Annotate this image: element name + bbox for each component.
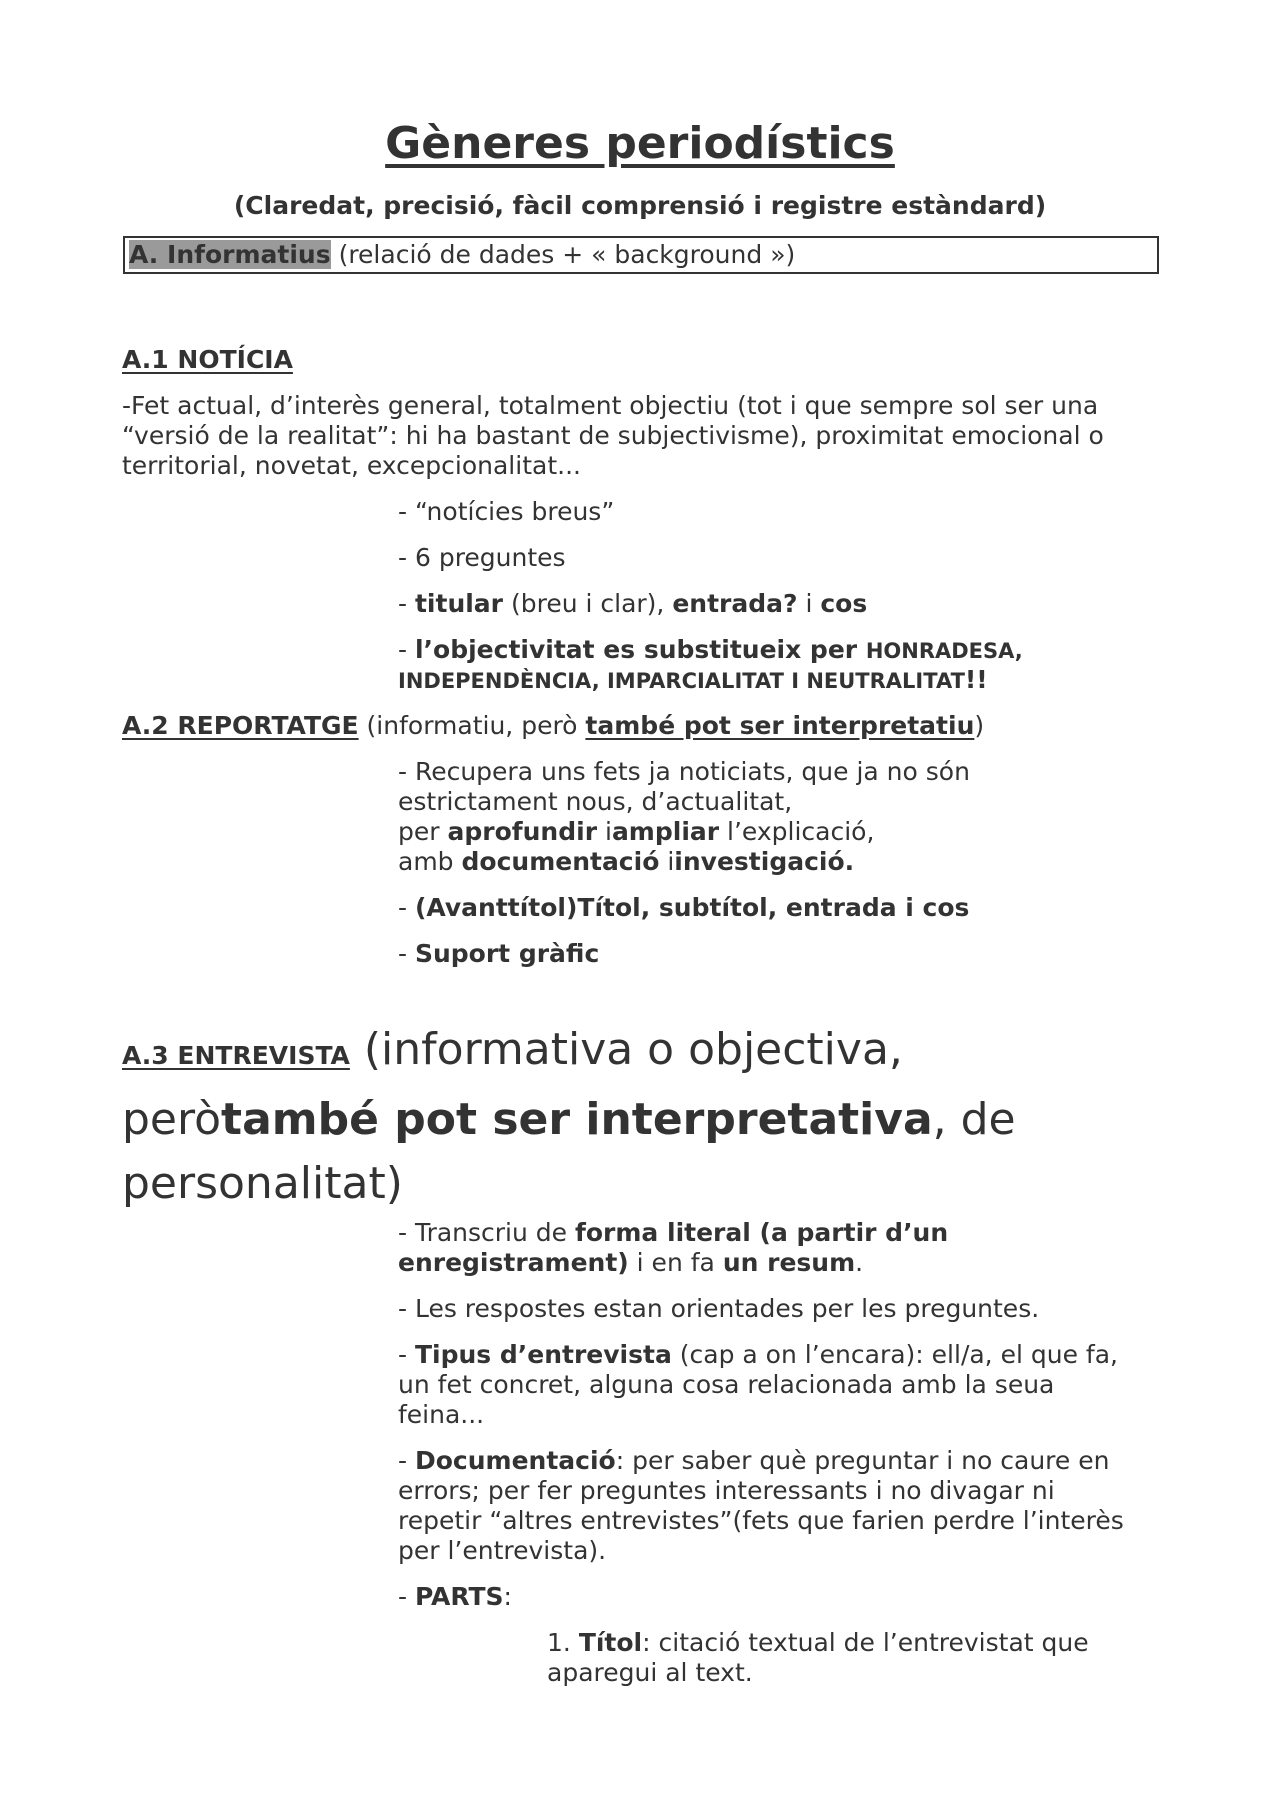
text: amb: [398, 847, 462, 876]
a3-p3-line-2: un fet concret, alguna cosa relacionada amb la seua: [398, 1370, 1055, 1399]
bold-text: PARTS: [414, 1582, 504, 1611]
a2-p3: [398, 939, 599, 969]
text: - Transcriu de: [398, 1218, 575, 1247]
a1-intro-line-3: territorial, novetat, excepcionalitat...: [122, 451, 581, 480]
smallcaps-text: HONRADESA,: [865, 639, 1023, 663]
text: l’objectivitat es substitueix per: [414, 635, 866, 664]
text: .: [855, 1248, 864, 1277]
a1-bullet-4-line-2: [398, 665, 988, 696]
text: i en fa: [628, 1248, 723, 1277]
investigacio-term: investigació.: [674, 847, 855, 876]
heading-a2: A.2 REPORTATGE: [122, 711, 359, 740]
heading-a1: A.1 NOTÍCIA: [122, 345, 293, 374]
text: per: [398, 817, 448, 846]
text: (breu i clar),: [503, 589, 673, 618]
text: i: [659, 847, 675, 876]
emphasis: també pot ser interpretatiu: [585, 711, 975, 740]
bold-text: Tipus d’entrevista: [414, 1340, 672, 1369]
a1-bullet-4-line-1: [398, 635, 1023, 666]
text: però: [122, 1094, 222, 1145]
a3-p5: [398, 1582, 512, 1612]
text: Suport gràfic: [414, 939, 600, 968]
a1-bullet-2: - 6 preguntes: [398, 543, 566, 572]
section-a-label: A. Informatius: [129, 240, 331, 269]
a3-p2: - Les respostes estan orientades per les preguntes.: [398, 1294, 1040, 1323]
text: : citació textual de l’entrevistat que: [642, 1628, 1089, 1657]
a2-p1-line-3: [398, 817, 874, 847]
list-number: 1.: [547, 1628, 579, 1657]
text: l’explicació,: [719, 817, 875, 846]
dash: -: [398, 893, 415, 922]
bold-text: Títol: [578, 1628, 643, 1657]
a3-p4-line-3: repetir “altres entrevistes”(fets que farien perdre l’interès: [398, 1506, 1124, 1535]
section-a-box: [123, 236, 1159, 274]
text: ): [974, 711, 985, 740]
heading-a2-line: [122, 711, 984, 741]
ampliar-term: ampliar: [611, 817, 720, 846]
text: i: [597, 817, 612, 846]
text: !!: [964, 665, 988, 694]
dash: -: [398, 1582, 415, 1611]
documentacio-term: documentació: [461, 847, 660, 876]
text: (cap a on l’encara): ell/a, el que fa,: [671, 1340, 1118, 1369]
a1-intro-line-2: “versió de la realitat”: hi ha bastant de subjectivisme), proximitat emocional o: [122, 421, 1104, 450]
a3-list-item-1-line-2: aparegui al text.: [547, 1658, 753, 1687]
text: (informatiu, però: [358, 711, 586, 740]
text: (Avanttítol)Títol, subtítol, entrada i cos: [414, 893, 970, 922]
page-title: Gèneres periodístics: [385, 118, 895, 169]
bold-text: Documentació: [414, 1446, 616, 1475]
emphasis: també pot ser interpretativa: [221, 1094, 933, 1145]
dash: -: [398, 1340, 415, 1369]
bold-text: un resum: [722, 1248, 856, 1277]
bold-text: forma literal (a partir d’un: [575, 1218, 949, 1247]
a3-p3-line-1: [398, 1340, 1118, 1370]
a1-bullet-3: [398, 589, 867, 619]
a3-p1-line-1: [398, 1218, 948, 1248]
entrada-term: entrada?: [672, 589, 798, 618]
titular-term: titular: [414, 589, 504, 618]
a3-p1-line-2: [398, 1248, 863, 1278]
smallcaps-text: INDEPENDÈNCIA, IMPARCIALITAT I NEUTRALITAT: [398, 669, 965, 693]
a1-bullet-1: - “notícies breus”: [398, 497, 615, 526]
dash: -: [398, 939, 415, 968]
heading-a3-block: [122, 1018, 1182, 1216]
text: , de: [932, 1094, 1016, 1145]
text: :: [503, 1582, 512, 1611]
text: (informativa o objectiva,: [349, 1024, 903, 1075]
a1-intro-line-1: -Fet actual, d’interès general, totalment objectiu (tot i que sempre sol ser una: [122, 391, 1099, 420]
a2-p1-line-1: - Recupera uns fets ja noticiats, que ja no són: [398, 757, 970, 786]
a3-p4-line-4: per l’entrevista).: [398, 1536, 607, 1565]
bold-text: enregistrament): [398, 1248, 629, 1277]
cos-term: cos: [820, 589, 868, 618]
a2-p1-line-4: [398, 847, 854, 877]
page-subtitle: (Claredat, precisió, fàcil comprensió i registre estàndard): [233, 191, 1047, 220]
a3-p3-line-3: feina...: [398, 1400, 485, 1429]
a2-p1-line-2: estrictament nous, d’actualitat,: [398, 787, 793, 816]
dash: -: [398, 589, 415, 618]
heading-a3: A.3 ENTREVISTA: [122, 1041, 350, 1070]
a3-p4-line-1: [398, 1446, 1109, 1476]
a3-list-item-1-line-1: [547, 1628, 1089, 1658]
a2-p2: [398, 893, 969, 923]
text: i: [797, 589, 821, 618]
aprofundir-term: aprofundir: [447, 817, 598, 846]
text: personalitat): [122, 1158, 403, 1209]
section-a-note: (relació de dades + « background »): [330, 240, 796, 269]
a3-p4-line-2: errors; per fer preguntes interessants i no divagar ni: [398, 1476, 1055, 1505]
dash: -: [398, 635, 415, 664]
text: : per saber què preguntar i no caure en: [615, 1446, 1110, 1475]
dash: -: [398, 1446, 415, 1475]
